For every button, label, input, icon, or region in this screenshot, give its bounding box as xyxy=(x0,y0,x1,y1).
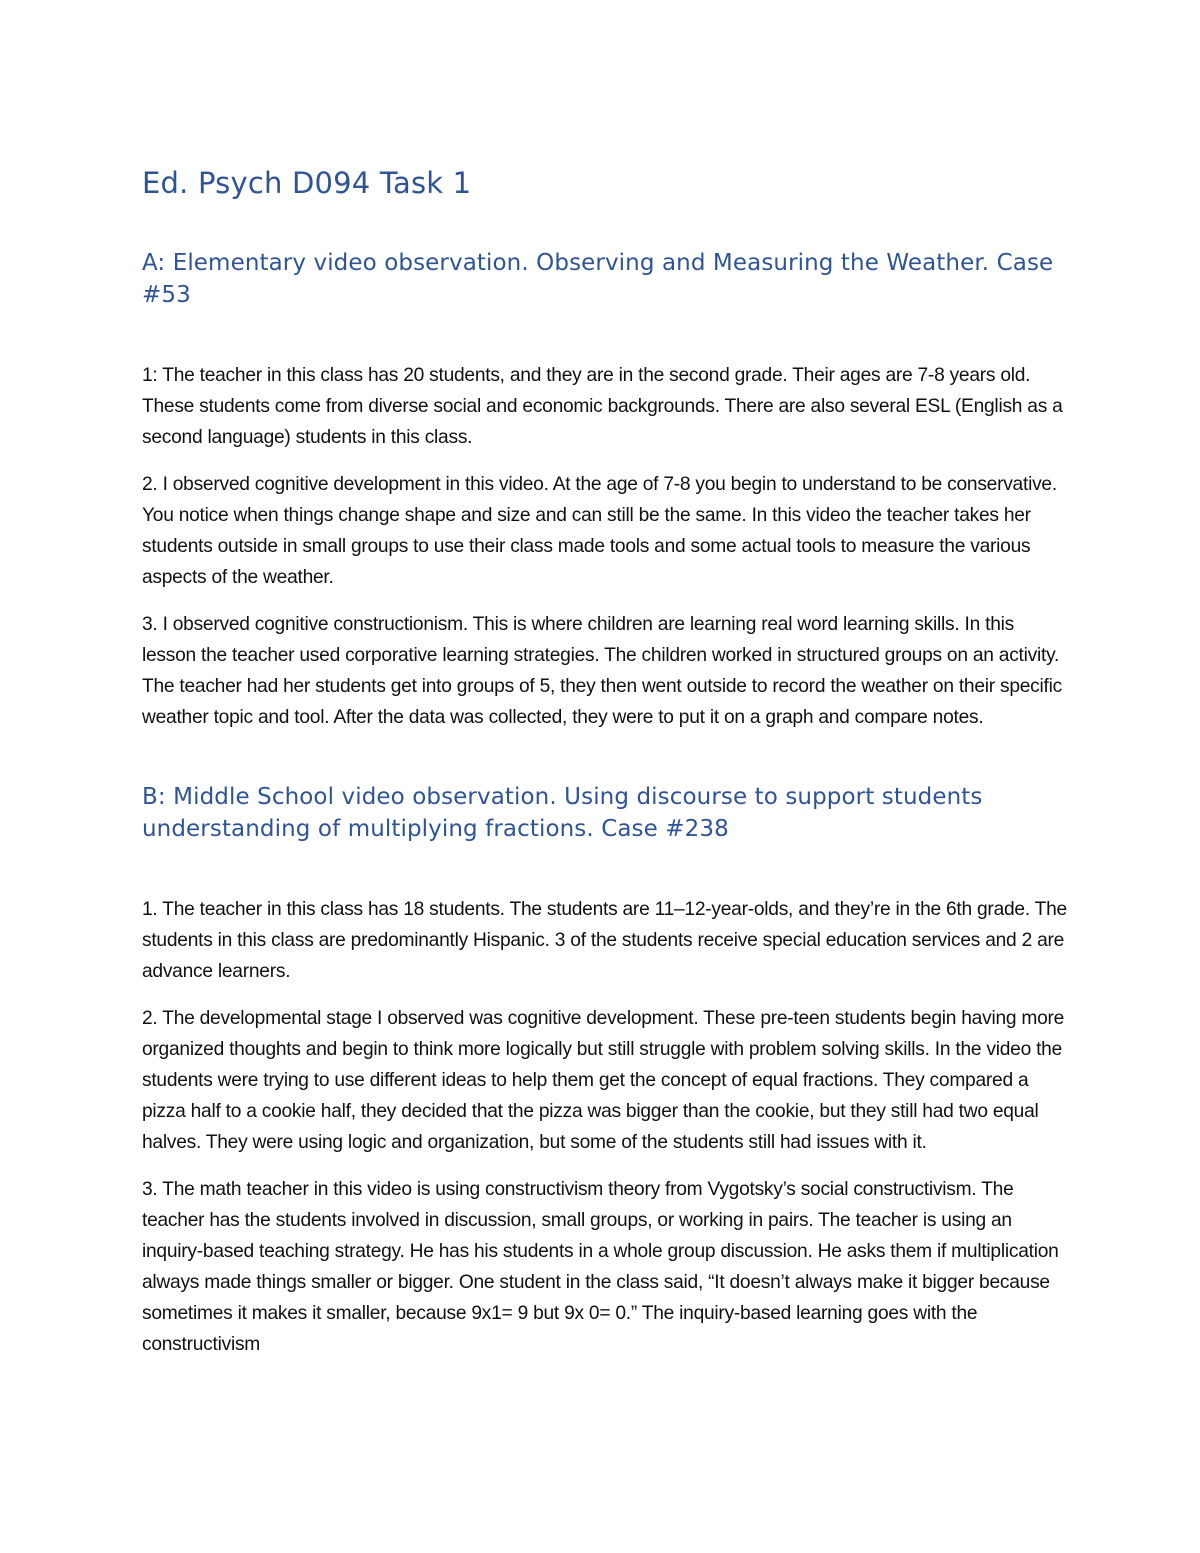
section-b-heading: B: Middle School video observation. Using discourse to support students understanding of multiplying fractions. Case #238 xyxy=(142,784,983,842)
section-a-paragraph-1: 1: The teacher in this class has 20 students, and they are in the second grade. Their ages are 7-8 years old. These students come from diverse social and economic backgrounds. There are also several ESL (English as a second language) students in this class. xyxy=(142,365,1063,448)
document-body xyxy=(142,163,1067,1360)
document-title: Ed. Psych D094 Task 1 xyxy=(142,166,472,200)
section-b-paragraph-3: 3. The math teacher in this video is using constructivism theory from Vygotsky’s social constructivism. The teacher has the students involved in discussion, small groups, or working in pairs. The teacher is using an inquiry-based teaching strategy. He has his students in a whole group discussion. He asks them if multiplication always made things smaller or bigger. One student in the class said, “It doesn’t always make it bigger because sometimes it makes it smaller, because 9x1= 9 but 9x 0= 0.” The inquiry-based learning goes with the constructivism xyxy=(142,1179,1059,1355)
section-a-paragraph-2: 2. I observed cognitive development in this video. At the age of 7-8 you begin to understand to be conservative. You notice when things change shape and size and can still be the same. In this video the teacher takes her students outside in small groups to use their class made tools and some actual tools to measure the various aspects of the weather. xyxy=(142,474,1057,588)
section-b-paragraph-2: 2. The developmental stage I observed was cognitive development. These pre-teen students begin having more organized thoughts and begin to think more logically but still struggle with problem solving skills. In the video the students were trying to use different ideas to help them get the concept of equal fractions. They compared a pizza half to a cookie half, they decided that the pizza was bigger than the cookie, but they still had two equal halves. They were using logic and organization, but some of the students still had issues with it. xyxy=(142,1008,1065,1153)
section-a-heading: A: Elementary video observation. Observing and Measuring the Weather. Case #53 xyxy=(142,250,1054,308)
section-b-paragraph-1: 1. The teacher in this class has 18 students. The students are 11–12-year-olds, and they’re in the 6th grade. The students in this class are predominantly Hispanic. 3 of the students receive special education services and 2 are advance learners. xyxy=(142,899,1067,982)
section-a-paragraph-3: 3. I observed cognitive constructionism. This is where children are learning real word learning skills. In this lesson the teacher used corporative learning strategies. The children worked in structured groups on an activity. The teacher had her students get into groups of 5, they then went outside to record the weather on their specific weather topic and tool. After the data was collected, they were to put it on a graph and compare notes. xyxy=(142,614,1062,728)
